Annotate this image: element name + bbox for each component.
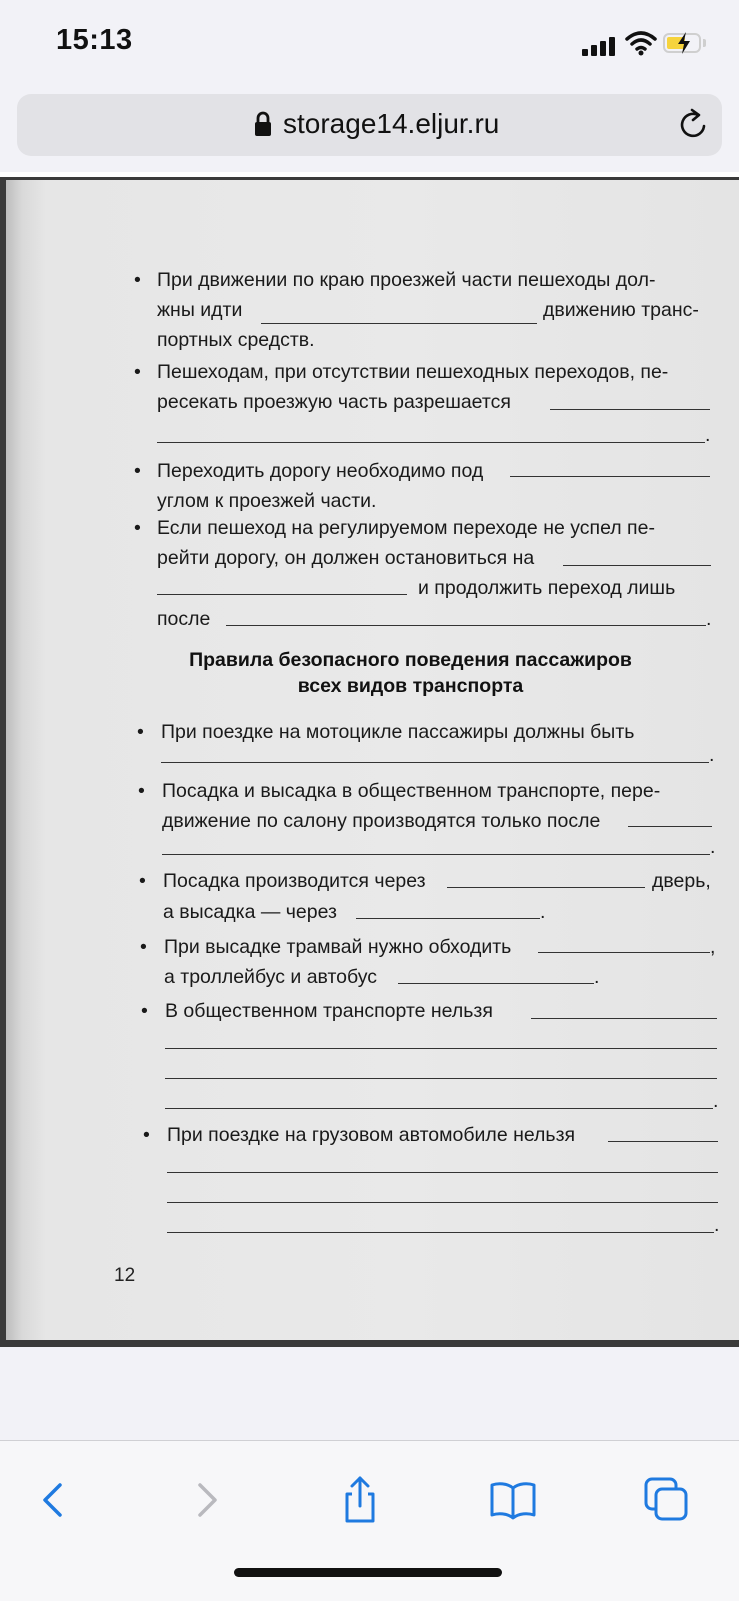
cellular-signal-icon	[582, 34, 618, 56]
reload-icon[interactable]	[677, 108, 711, 142]
tabs-icon[interactable]	[642, 1475, 692, 1525]
answer-blank	[167, 1172, 718, 1173]
text-line: При поездке на грузовом автомобиле нельзя	[167, 1124, 576, 1146]
text-line: Если пешеход на регулируемом переходе не успел пе-	[157, 517, 655, 539]
answer-blank	[162, 854, 710, 855]
answer-blank	[550, 409, 710, 410]
text-line: ресекать проезжую часть разрешается	[157, 391, 511, 413]
answer-blank	[628, 826, 712, 827]
address-bar[interactable]	[17, 94, 722, 156]
text-line: При поездке на мотоцикле пассажиры должны быть	[161, 721, 635, 743]
answer-blank	[165, 1108, 713, 1109]
section-heading-line-1: Правила безопасного поведения пассажиров	[189, 649, 632, 671]
web-content[interactable]	[0, 172, 739, 1347]
status-bar	[0, 0, 739, 88]
bullet-dot: •	[138, 780, 145, 802]
answer-blank	[510, 476, 710, 477]
text-line: .	[705, 424, 711, 446]
bullet-dot: •	[141, 1000, 148, 1022]
text-line: .	[709, 744, 715, 766]
text-line: Посадка и высадка в общественном транспорте, пере-	[162, 780, 661, 802]
lock-icon	[254, 111, 272, 137]
wifi-icon	[625, 30, 657, 56]
text-line: .	[706, 608, 712, 630]
text-line: движению транс-	[543, 299, 699, 321]
bullet-dot: •	[134, 269, 141, 291]
text-line: углом к проезжей части.	[157, 490, 377, 512]
bullet-dot: •	[134, 361, 141, 383]
bullet-dot: •	[134, 460, 141, 482]
text-line: Пешеходам, при отсутствии пешеходных переходов, пе-	[157, 361, 669, 383]
text-line: .	[594, 966, 600, 988]
answer-blank	[167, 1202, 718, 1203]
text-line: рейти дорогу, он должен остановиться на	[157, 547, 535, 569]
answer-blank	[447, 887, 645, 888]
answer-blank	[398, 983, 594, 984]
answer-blank	[157, 594, 407, 595]
answer-blank	[538, 952, 710, 953]
bullet-dot: •	[143, 1124, 150, 1146]
text-line: Переходить дорогу необходимо под	[157, 460, 484, 482]
text-line: движение по салону производятся только после	[162, 810, 601, 832]
text-line: после	[157, 608, 211, 630]
book-page	[6, 180, 739, 1340]
answer-blank	[563, 565, 711, 566]
bullet-dot: •	[134, 517, 141, 539]
battery-icon	[663, 33, 701, 53]
bullet-dot: •	[139, 870, 146, 892]
text-line: .	[710, 836, 716, 858]
answer-blank	[167, 1232, 714, 1233]
answer-blank	[157, 442, 705, 443]
answer-blank	[608, 1141, 718, 1142]
status-time: 15:13	[56, 24, 133, 56]
back-icon[interactable]	[28, 1475, 78, 1525]
text-line: Посадка производится через	[163, 870, 426, 892]
text-line: жны идти	[157, 299, 243, 321]
text-line: портных средств.	[157, 329, 315, 351]
text-line: а высадка — через	[163, 901, 337, 923]
answer-blank	[161, 762, 709, 763]
answer-blank	[226, 625, 706, 626]
page-number: 12	[114, 1265, 136, 1286]
share-icon[interactable]	[335, 1475, 385, 1525]
bullet-dot: •	[140, 936, 147, 958]
answer-blank	[356, 918, 540, 919]
text-line: При высадке трамвай нужно обходить	[164, 936, 512, 958]
answer-blank	[165, 1048, 717, 1049]
bookmarks-icon[interactable]	[488, 1475, 538, 1525]
section-heading-line-2: всех видов транспорта	[297, 675, 524, 697]
text-line: ,	[710, 936, 716, 958]
text-line: и продолжить переход лишь	[418, 577, 676, 599]
battery-cap	[703, 39, 706, 47]
text-line: а троллейбус и автобус	[164, 966, 378, 988]
text-line: .	[713, 1090, 719, 1112]
url-text[interactable]: storage14.eljur.ru	[283, 108, 500, 139]
text-line: В общественном транспорте нельзя	[165, 1000, 493, 1022]
answer-blank	[165, 1078, 717, 1079]
text-line: дверь,	[652, 870, 711, 892]
bullet-dot: •	[137, 721, 144, 743]
home-indicator	[234, 1568, 502, 1577]
answer-blank	[531, 1018, 717, 1019]
answer-blank	[261, 323, 537, 324]
text-line: При движении по краю проезжей части пешеходы дол-	[157, 269, 656, 291]
text-line: .	[540, 901, 546, 923]
text-line: .	[714, 1214, 720, 1236]
forward-icon[interactable]	[182, 1475, 232, 1525]
